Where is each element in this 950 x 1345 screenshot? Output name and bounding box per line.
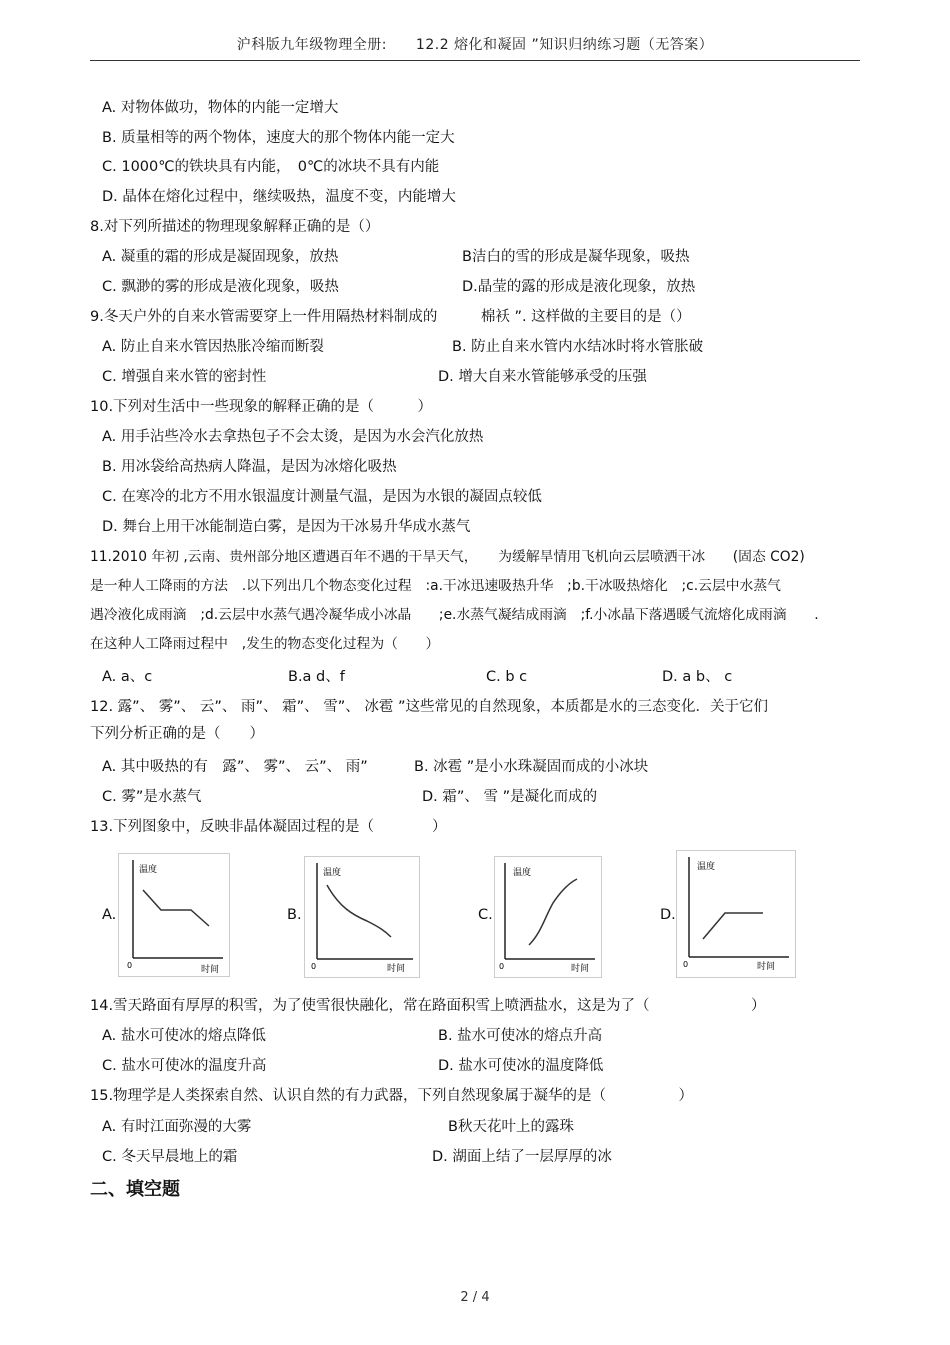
x-axis-label: 时间 (387, 964, 406, 974)
q11-option-c: C. b c (486, 669, 528, 685)
q15-stem: 15.物理学是人类探索自然、认识自然的有力武器，下列自然现象属于凝华的是（ ） (90, 1088, 694, 1104)
q15-option-b: B秋天花叶上的露珠 (448, 1119, 574, 1135)
q11-line-3: 遇冷液化成雨滴 ;d.云层中水蒸气遇冷凝华成小冰晶 ;e.水蒸气凝结成雨滴 ;f.小冰晶下落遇暖气流熔化成雨滴 . (90, 607, 819, 623)
q11-line-4: 在这种人工降雨过程中 ,发生的物态变化过程为（ ） (90, 636, 440, 652)
q10-stem: 10.下列对生活中一些现象的解释正确的是（ ） (90, 399, 433, 415)
q15-option-a: A. 有时江面弥漫的大雾 (102, 1119, 252, 1135)
origin-label: 0 (311, 962, 317, 971)
q13-graph-b-letter: B. (287, 907, 302, 923)
q15-option-c: C. 冬天早晨地上的霜 (102, 1149, 238, 1165)
q13-graph-d (676, 850, 796, 978)
x-axis-label: 时间 (571, 964, 590, 974)
origin-label: 0 (127, 961, 133, 970)
y-axis-label: 温度 (139, 865, 158, 875)
q11-line-1: 11.2010 年初 ,云南、贵州部分地区遭遇百年不遇的干旱天气， 为缓解旱情用飞机向云层喷洒干冰 (固态 CO2) (90, 549, 805, 565)
q11-option-d: D. a b、 c (662, 669, 733, 685)
y-axis-label: 温度 (697, 862, 716, 872)
q13-graph-a-letter: A. (102, 907, 117, 923)
temperature-curve (327, 885, 391, 937)
q14-option-d: D. 盐水可使冰的温度降低 (438, 1058, 604, 1074)
q13-graph-a (118, 853, 230, 977)
q13-graph-c (494, 856, 602, 978)
q8-option-b: B洁白的雪的形成是凝华现象，吸热 (462, 249, 690, 265)
page-header: 沪科版九年级物理全册: 12.2 熔化和凝固 ”知识归纳练习题（无答案） (236, 37, 714, 53)
q13-graph-c-letter: C. (478, 907, 493, 923)
q10-option-c: C. 在寒冷的北方不用水银温度计测量气温，是因为水银的凝固点较低 (102, 489, 542, 505)
q13-graph-d-svg (677, 851, 795, 977)
q13-graph-b (304, 856, 420, 978)
q11-option-a: A. a、c (102, 669, 153, 685)
q14-option-b: B. 盐水可使冰的熔点升高 (438, 1028, 603, 1044)
q9-option-b: B. 防止自来水管内水结冰时将水管胀破 (452, 339, 704, 355)
temperature-curve (529, 879, 577, 945)
origin-label: 0 (499, 962, 505, 971)
q9-option-d: D. 增大自来水管能够承受的压强 (438, 369, 647, 385)
q12-line-1: 12. 露”、 雾”、 云”、 雨”、 霜”、 雪”、 冰雹 ”这些常见的自然现象，本质都是水的三态变化．关于它们 (90, 699, 769, 715)
x-axis-label: 时间 (201, 965, 220, 975)
x-axis-label: 时间 (757, 962, 776, 972)
q9-option-c: C. 增强自来水管的密封性 (102, 369, 267, 385)
q12-option-d: D. 霜”、 雪 ”是凝化而成的 (422, 789, 598, 805)
y-axis-label: 温度 (323, 868, 342, 878)
q11-option-b: B.a d、f (288, 669, 345, 685)
q10-option-b: B. 用冰袋给高热病人降温，是因为冰熔化吸热 (102, 459, 397, 475)
q13-graph-d-letter: D. (660, 907, 676, 923)
q14-stem: 14.雪天路面有厚厚的积雪，为了使雪很快融化，常在路面积雪上喷洒盐水，这是为了（ ） (90, 998, 766, 1014)
q12-option-c: C. 雾”是水蒸气 (102, 789, 202, 805)
origin-label: 0 (683, 960, 689, 969)
q12-line-2: 下列分析正确的是（ ） (90, 726, 264, 742)
q7-option-c: C. 1000℃的铁块具有内能， 0℃的冰块不具有内能 (102, 159, 440, 175)
y-axis-label: 温度 (513, 868, 532, 878)
header-rule (90, 60, 860, 61)
q10-option-a: A. 用手沾些冷水去拿热包子不会太烫，是因为水会汽化放热 (102, 429, 484, 445)
q13-graph-c-svg (495, 857, 601, 977)
q14-option-c: C. 盐水可使冰的温度升高 (102, 1058, 267, 1074)
page-number: 2 / 4 (460, 1290, 490, 1305)
temperature-curve (703, 913, 763, 939)
q15-option-d: D. 湖面上结了一层厚厚的冰 (432, 1149, 612, 1165)
section-heading: 二、填空题 (90, 1179, 180, 1200)
q12-option-b: B. 冰雹 ”是小水珠凝固而成的小冰块 (414, 759, 649, 775)
q7-option-d: D. 晶体在熔化过程中，继续吸热，温度不变，内能增大 (102, 189, 456, 205)
q14-option-a: A. 盐水可使冰的熔点降低 (102, 1028, 266, 1044)
q13-stem: 13.下列图象中，反映非晶体凝固过程的是（ ） (90, 819, 447, 835)
q7-option-a: A. 对物体做功，物体的内能一定增大 (102, 100, 339, 116)
q8-option-a: A. 凝重的霜的形成是凝固现象，放热 (102, 249, 339, 265)
q12-option-a: A. 其中吸热的有 露”、 雾”、 云”、 雨” (102, 759, 368, 775)
q9-option-a: A. 防止自来水管因热胀冷缩而断裂 (102, 339, 324, 355)
q8-stem: 8.对下列所描述的物理现象解释正确的是（） (90, 219, 380, 235)
q11-line-2: 是一种人工降雨的方法 .以下列出几个物态变化过程 :a.干冰迅速吸热升华 ;b.干冰吸热熔化 ;c.云层中水蒸气 (90, 578, 781, 594)
temperature-curve (143, 890, 209, 926)
q13-graph-a-svg (119, 854, 229, 976)
q13-graph-b-svg (305, 857, 419, 977)
q8-option-d: D.晶莹的露的形成是液化现象，放热 (462, 279, 696, 295)
q9-stem: 9.冬天户外的自来水管需要穿上一件用隔热材料制成的 棉袄 ”. 这样做的主要目的是（） (90, 309, 691, 325)
q10-option-d: D. 舞台上用干冰能制造白雾，是因为干冰易升华成水蒸气 (102, 519, 471, 535)
q8-option-c: C. 飘渺的雾的形成是液化现象，吸热 (102, 279, 339, 295)
q7-option-b: B. 质量相等的两个物体，速度大的那个物体内能一定大 (102, 130, 455, 146)
